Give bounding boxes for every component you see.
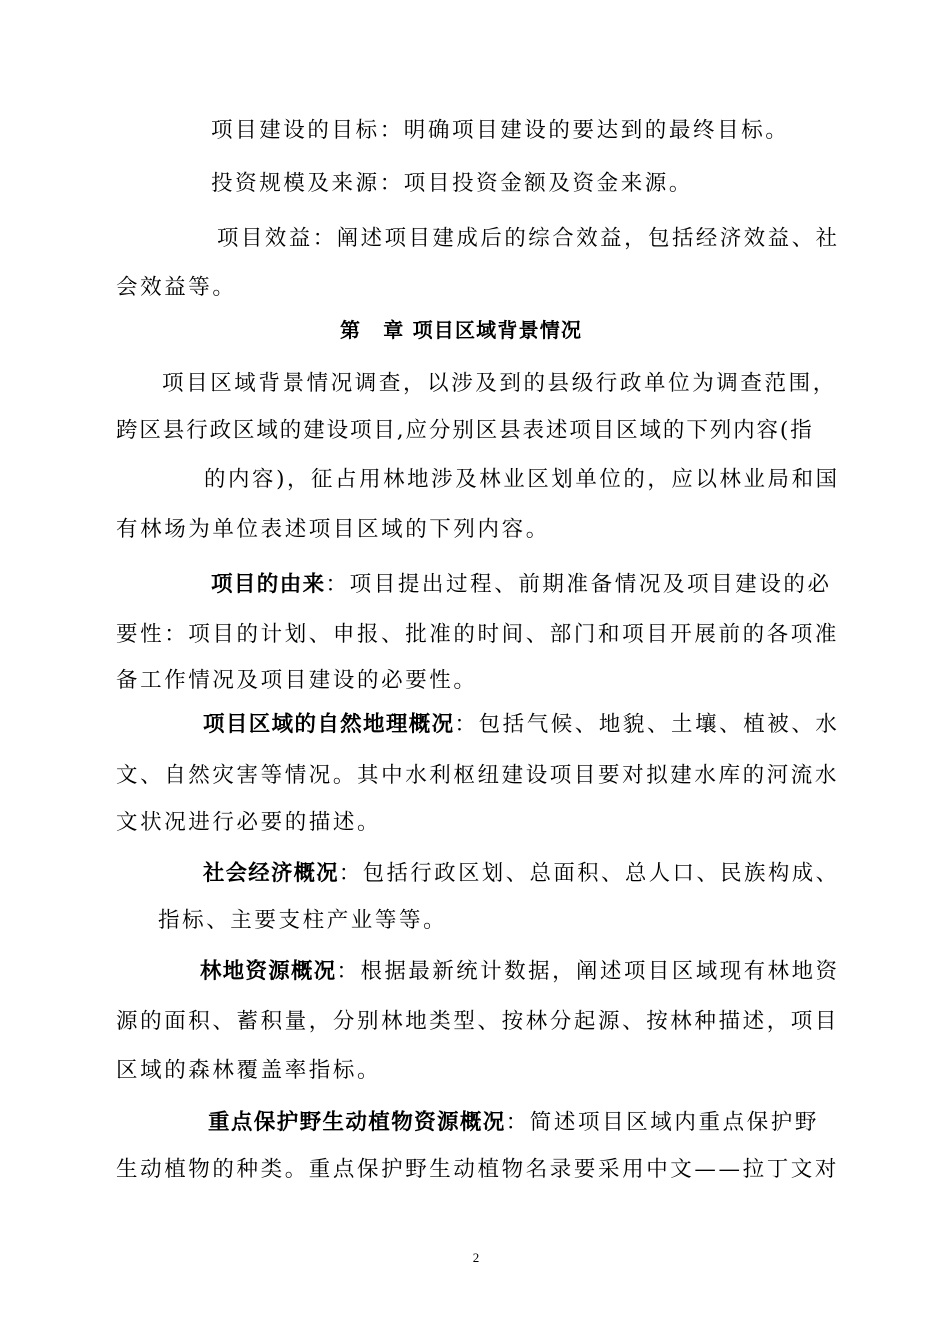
intro-line-3: 的内容)，征占用林地涉及林业区划单位的，应以林业局和国 bbox=[204, 467, 840, 492]
section-economy-first-line bbox=[203, 859, 840, 889]
section-geography-label: 项目区域的自然地理概况 bbox=[203, 712, 455, 737]
section-forest-line-2: 源的面积、蓄积量，分别林地类型、按林分起源、按林种描述，项目 bbox=[116, 1009, 840, 1034]
section-geography-first-line bbox=[203, 710, 839, 740]
section-economy-line-2: 指标、主要支柱产业等等。 bbox=[158, 908, 448, 933]
section-wildlife-text: ：简述项目区域内重点保护野 bbox=[505, 1110, 820, 1135]
paragraph-investment: 投资规模及来源：项目投资金额及资金来源。 bbox=[211, 171, 694, 196]
section-origin-first-line bbox=[211, 570, 832, 600]
section-origin-line-2: 要性：项目的计划、申报、批准的时间、部门和项目开展前的各项准 bbox=[116, 622, 840, 647]
section-geography-line-2: 文、自然灾害等情况。其中水利枢纽建设项目要对拟建水库的河流水 bbox=[116, 763, 840, 788]
section-wildlife-label: 重点保护野生动植物资源概况 bbox=[208, 1110, 506, 1135]
paragraph-goal: 项目建设的目标：明确项目建设的要达到的最终目标。 bbox=[211, 118, 790, 143]
section-economy-label: 社会经济概况 bbox=[203, 861, 339, 886]
paragraph-benefit-line-1: 项目效益：阐述项目建成后的综合效益，包括经济效益、社 bbox=[217, 226, 840, 251]
section-forest-first-line bbox=[200, 957, 840, 987]
intro-line-1: 项目区域背景情况调查，以涉及到的县级行政单位为调查范围， bbox=[162, 371, 837, 396]
section-wildlife-line-2: 生动植物的种类。重点保护野生动植物名录要采用中文——拉丁文对 bbox=[116, 1157, 840, 1182]
intro-line-4: 有林场为单位表述项目区域的下列内容。 bbox=[116, 517, 550, 542]
section-forest-text: ：根据最新统计数据，阐述项目区域现有林地资 bbox=[336, 959, 840, 984]
section-origin-label: 项目的由来 bbox=[211, 572, 326, 597]
section-economy-text: ：包括行政区划、总面积、总人口、民族构成、 bbox=[338, 861, 840, 886]
page-number: 2 bbox=[472, 1250, 480, 1265]
section-geography-line-3: 文状况进行必要的描述。 bbox=[116, 810, 382, 835]
chapter-title: 项目区域背景情况 bbox=[412, 318, 583, 342]
section-forest-line-3: 区域的森林覆盖率指标。 bbox=[116, 1058, 382, 1083]
section-wildlife-first-line bbox=[208, 1108, 819, 1138]
section-geography-text: ：包括气候、地貌、土壤、植被、水 bbox=[454, 712, 840, 737]
section-origin-line-3: 备工作情况及项目建设的必要性。 bbox=[116, 668, 478, 693]
intro-line-2: 跨区县行政区域的建设项目,应分别区县表述项目区域的下列内容(指 bbox=[116, 418, 814, 443]
paragraph-benefit-line-2: 会效益等。 bbox=[116, 275, 237, 300]
section-origin-text: ：项目提出过程、前期准备情况及项目建设的必 bbox=[325, 572, 832, 597]
chapter-word: 章 bbox=[383, 318, 405, 342]
chapter-heading bbox=[340, 315, 582, 345]
chapter-number-label: 第 bbox=[340, 318, 362, 342]
section-forest-label: 林地资源概况 bbox=[200, 959, 337, 984]
